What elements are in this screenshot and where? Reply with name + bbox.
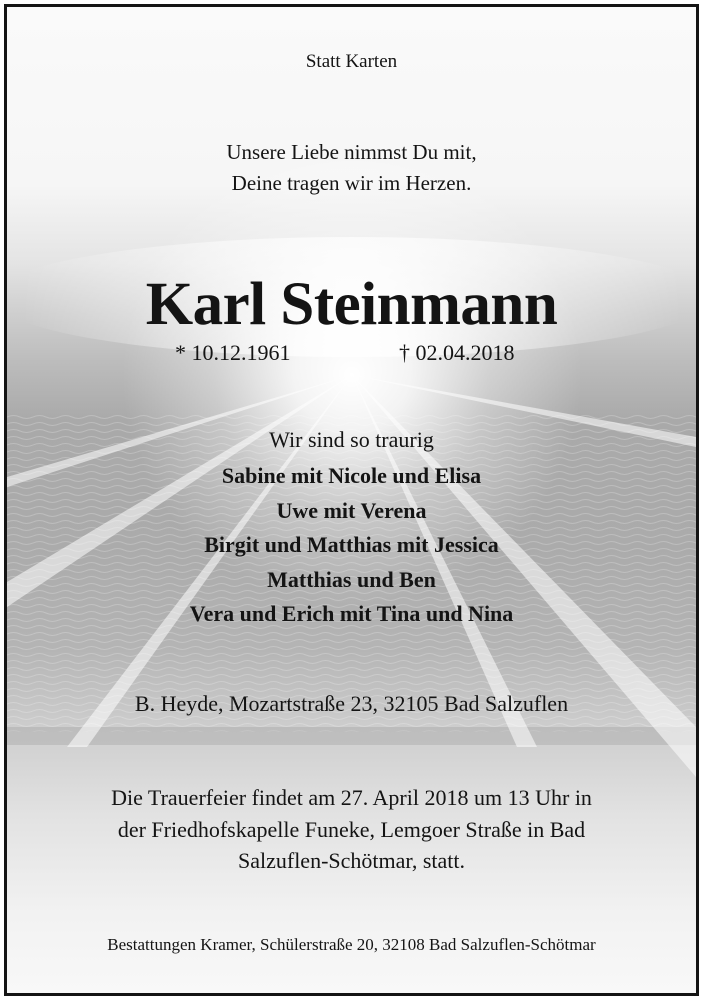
verse-line: Unsere Liebe nimmst Du mit, <box>226 140 477 164</box>
mourners-list <box>7 459 696 632</box>
mourning-intro: Wir sind so traurig <box>269 427 434 452</box>
mourner-line: Birgit und Matthias mit Jessica <box>204 532 499 557</box>
birth-date: * 10.12.1961 <box>175 340 291 365</box>
mourner-line: Vera und Erich mit Tina und Nina <box>189 601 514 626</box>
service-line: Die Trauerfeier findet am 27. April 2018 um 13 Uhr in <box>111 785 592 810</box>
obituary-card <box>4 4 699 996</box>
memorial-verse <box>7 137 696 199</box>
death-date: † 02.04.2018 <box>399 340 515 365</box>
mourner-line: Matthias und Ben <box>267 566 436 592</box>
service-line: der Friedhofskapelle Funeke, Lemgoer Straße in Bad <box>117 816 586 842</box>
family-address: B. Heyde, Mozartstraße 23, 32105 Bad Salzuflen <box>134 691 569 716</box>
service-line: Salzuflen-Schötmar, statt. <box>237 848 465 873</box>
funeral-service-info <box>7 782 696 877</box>
verse-line: Deine tragen wir im Herzen. <box>231 171 472 195</box>
life-dates <box>7 340 696 370</box>
mourner-line: Uwe mit Verena <box>276 497 427 523</box>
statt-karten-note: Statt Karten <box>305 51 398 72</box>
undertaker-info: Bestattungen Kramer, Schülerstraße 20, 32108 Bad Salzuflen-Schötmar <box>107 935 596 954</box>
deceased-name: Karl Steinmann <box>145 271 558 338</box>
mourner-line: Sabine mit Nicole und Elisa <box>221 463 482 488</box>
